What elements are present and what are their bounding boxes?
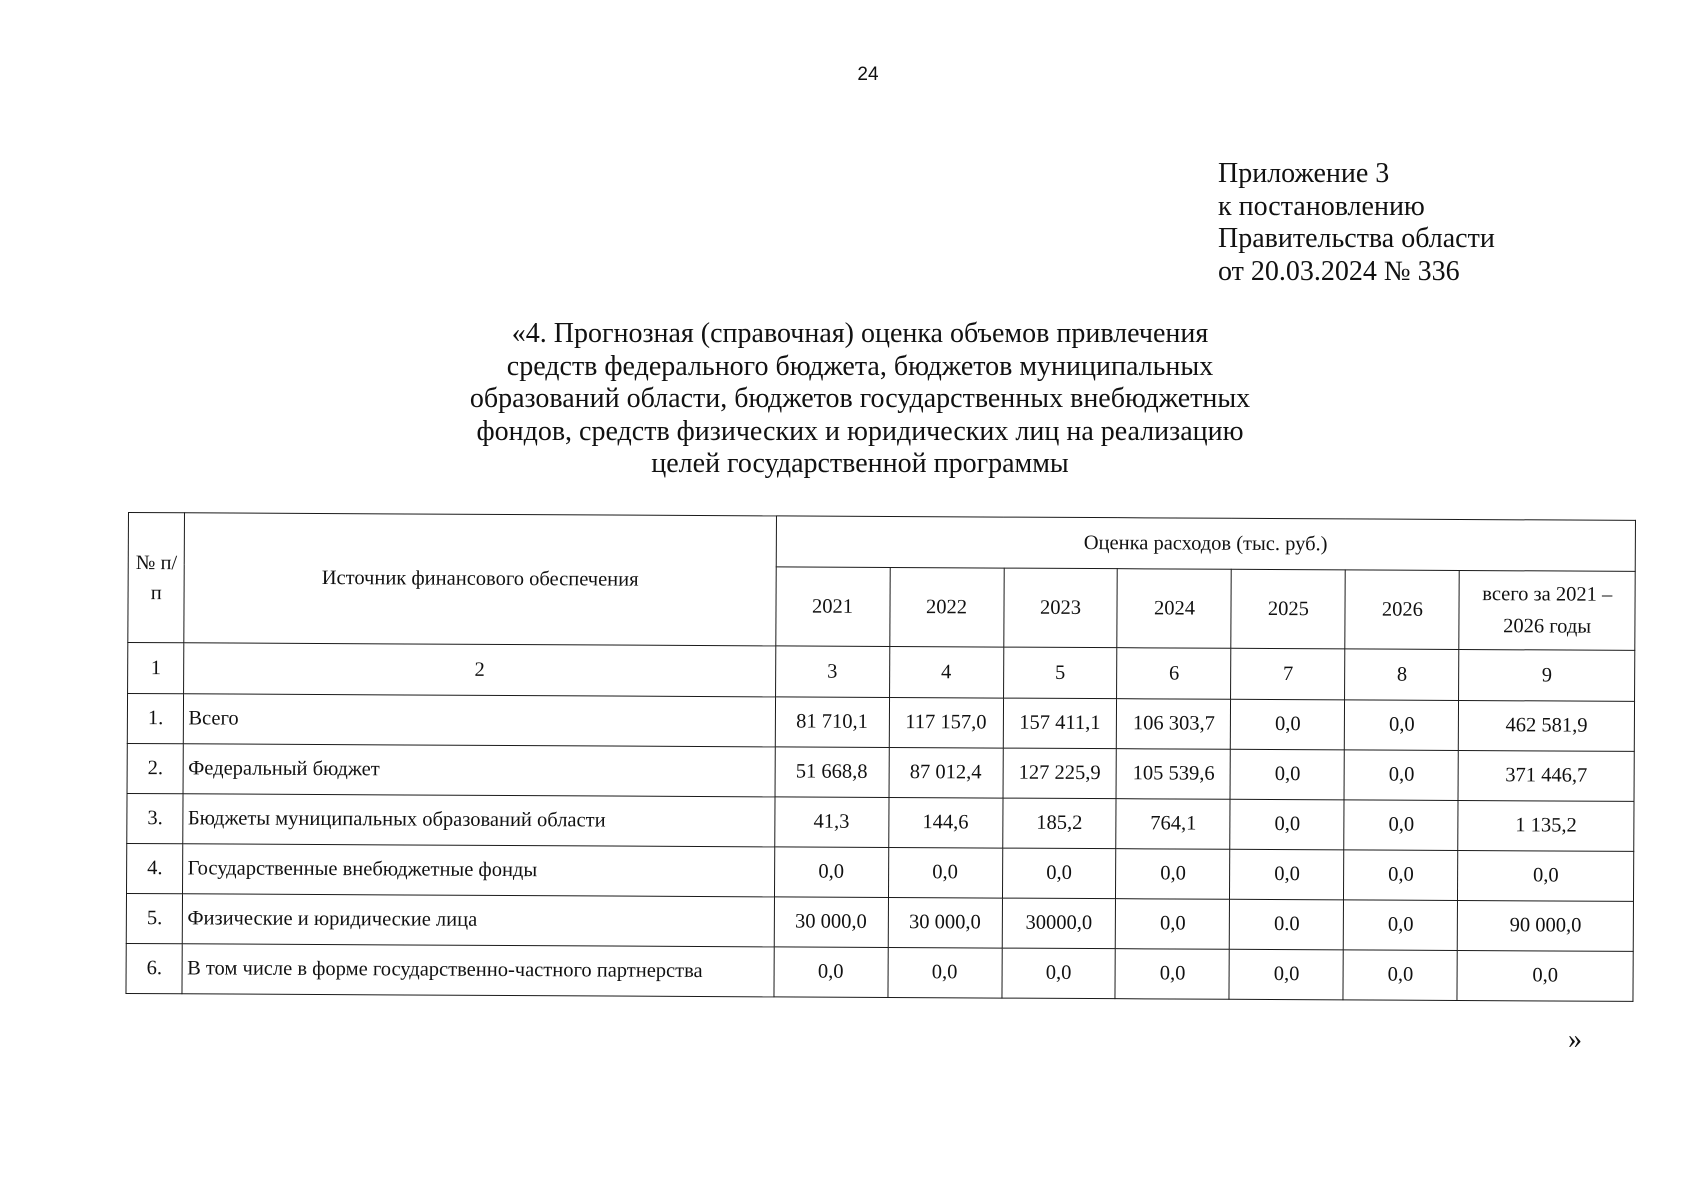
header-year: 2024 [1117,569,1231,649]
row-number: 2. [127,743,184,793]
row-value: 0,0 [1230,799,1344,850]
column-number: 4 [889,646,1003,698]
appendix-line: Правительства области [1218,223,1495,254]
page-number: 24 [857,64,879,85]
row-value: 41,3 [774,797,888,848]
row-value: 0,0 [1230,849,1344,900]
row-value: 144,6 [888,797,1002,848]
row-value: 0,0 [1343,950,1457,1001]
row-source: Федеральный бюджет [184,744,775,797]
row-value: 0,0 [888,947,1002,998]
row-value: 0,0 [1116,849,1230,900]
row-total: 0,0 [1457,950,1633,1001]
title-line: целей государственной программы [651,448,1069,479]
title-line: средств федерального бюджета, бюджетов муниципальных [506,350,1214,382]
table-row [126,943,1633,1001]
row-value: 0,0 [1344,900,1458,951]
row-value: 0.0 [1230,899,1344,950]
row-value: 0,0 [1116,899,1230,950]
header-total: всего за 2021 – 2026 годы [1459,570,1635,650]
row-value: 30 000,0 [888,897,1002,948]
row-value: 127 225,9 [1003,748,1117,799]
row-source: Бюджеты муниципальных образований области [183,794,774,847]
row-value: 87 012,4 [889,747,1003,798]
row-number: 5. [126,893,183,943]
column-number: 2 [184,643,775,697]
closing-quote: » [1568,1024,1582,1055]
row-value: 0,0 [1115,949,1229,1000]
header-source: Источник финансового обеспечения [184,513,776,646]
column-number: 7 [1231,648,1345,700]
header-expenses-group: Оценка расходов (тыс. руб.) [776,516,1636,571]
title-line: образований области, бюджетов государственных внебюджетных [469,383,1251,414]
document-title [420,318,1300,481]
row-value: 0,0 [1345,700,1459,751]
row-value: 30 000,0 [774,897,888,948]
row-value: 0,0 [1230,749,1344,800]
row-value: 30000,0 [1002,898,1116,949]
table-row [127,694,1634,752]
row-value: 0,0 [1231,699,1345,750]
column-number: 6 [1117,648,1231,700]
column-number: 9 [1459,649,1635,701]
title-line: «4. Прогнозная (справочная) оценка объемов привлечения [511,318,1209,349]
row-value: 0,0 [1344,850,1458,901]
row-value: 764,1 [1116,799,1230,850]
row-total: 462 581,9 [1459,700,1635,751]
header-year: 2026 [1345,570,1459,650]
row-value: 0,0 [1344,750,1458,801]
row-source: В том числе в форме государственно-частного партнерства [182,944,773,997]
column-number: 8 [1345,649,1459,701]
row-value: 81 710,1 [775,697,889,748]
table-row [127,743,1634,801]
row-value: 0,0 [1229,949,1343,1000]
row-total: 371 446,7 [1458,750,1634,801]
header-year: 2021 [775,567,889,647]
row-source: Всего [184,694,775,747]
row-value: 185,2 [1002,798,1116,849]
row-value: 157 411,1 [1003,698,1117,749]
appendix-line: к постановлению [1218,190,1425,222]
row-number: 6. [126,943,183,993]
row-total: 1 135,2 [1458,800,1634,851]
appendix-line: Приложение 3 [1218,158,1390,189]
row-value: 0,0 [774,947,888,998]
row-value: 106 303,7 [1117,699,1231,750]
column-number: 1 [128,643,185,694]
header-year: 2023 [1003,568,1117,648]
row-value: 117 157,0 [889,697,1003,748]
appendix-line: от 20.03.2024 № 336 [1218,255,1460,287]
column-number: 3 [775,646,889,698]
row-number: 4. [127,843,184,893]
row-value: 0,0 [888,847,1002,898]
column-number-row [128,643,1635,702]
row-number: 1. [127,694,184,744]
row-value: 105 539,6 [1116,749,1230,800]
row-value: 0,0 [774,847,888,898]
title-line: фондов, средств физических и юридических лиц на реализацию [476,415,1244,447]
row-number: 3. [127,793,184,843]
funding-table [125,512,1636,1002]
header-year: 2025 [1231,569,1345,649]
row-source: Физические и юридические лица [183,894,774,947]
row-value: 0,0 [1001,948,1115,999]
row-value: 0,0 [1002,848,1116,899]
header-index: № п/п [128,513,185,643]
header-year: 2022 [889,567,1003,647]
table-row [126,893,1633,951]
row-value: 0,0 [1344,800,1458,851]
row-total: 90 000,0 [1458,900,1634,951]
row-source: Государственные внебюджетные фонды [183,844,774,897]
row-total: 0,0 [1458,850,1634,901]
column-number: 5 [1003,647,1117,699]
table-row [127,843,1634,901]
row-value: 51 668,8 [775,747,889,798]
table-row [127,793,1634,851]
appendix-block [1218,158,1495,288]
